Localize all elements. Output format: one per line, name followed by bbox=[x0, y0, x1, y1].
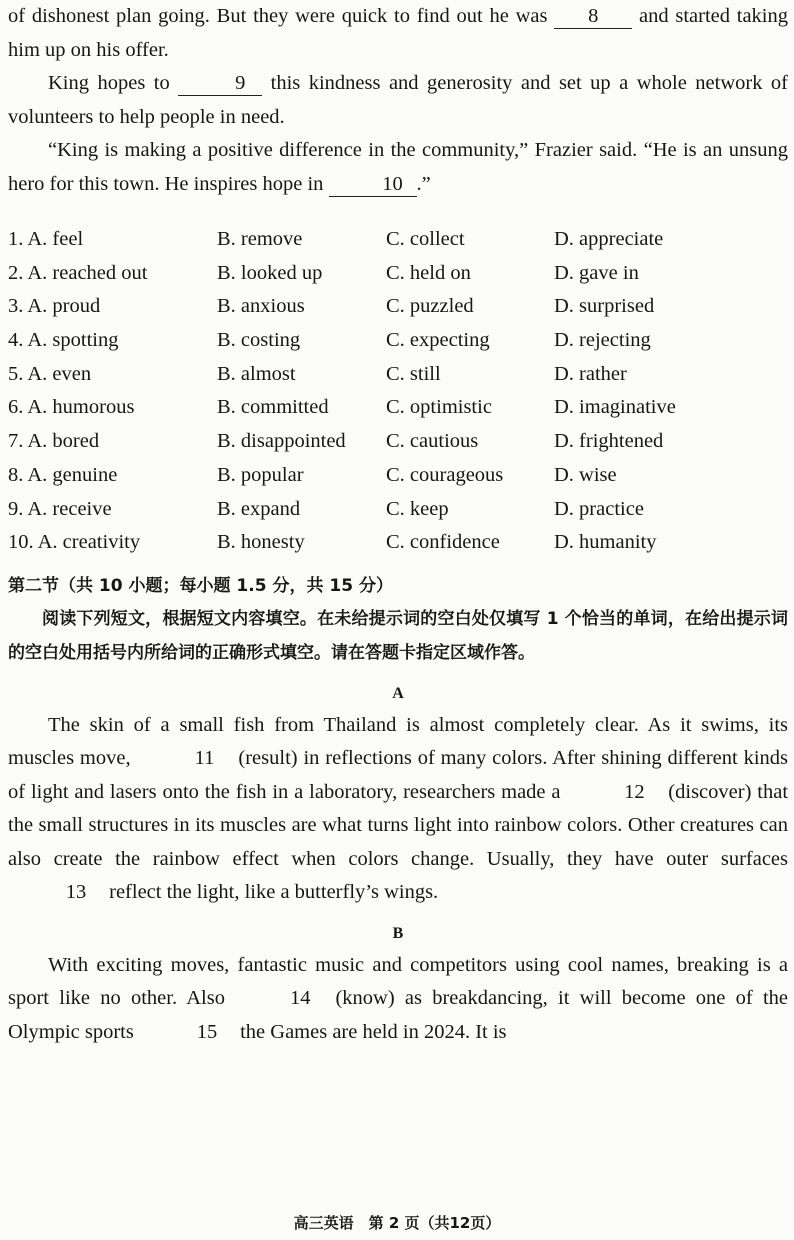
option-a: 4. A. spotting bbox=[8, 329, 119, 352]
text: (result) in reflections of many colors. After shining different kinds of light and lasers onto the fish in a laboratory, researchers made a bbox=[8, 747, 788, 803]
option-d: D. appreciate bbox=[554, 228, 664, 250]
section-2-instructions: 阅读下列短文，根据短文内容填空。在未给提示词的空白处仅填写 1 个恰当的单词，在给出提示词的空白处用括号内所给词的正确形式填空。请在答题卡指定区域作答。 bbox=[8, 608, 788, 663]
text: “King is making a positive difference in the community,” Frazier said. “He is an unsung hero for this town. He inspires hope in bbox=[8, 139, 788, 195]
option-c: C. still bbox=[386, 362, 441, 385]
option-b: B. expand bbox=[217, 497, 301, 520]
option-b: B. anxious bbox=[217, 295, 305, 318]
text: King hopes to bbox=[48, 72, 170, 94]
text: reflect the light, like a butterfly’s wings. bbox=[109, 881, 439, 904]
option-row-2 bbox=[8, 257, 788, 291]
text: (discover) that the small structures in its muscles are what turns light into rainbow colors. Other creatures can also create the rainbow effect when colors change. Usually, they have outer surfaces bbox=[8, 780, 789, 870]
option-row-7 bbox=[8, 425, 788, 459]
answer-options bbox=[8, 223, 788, 560]
option-b: B. remove bbox=[217, 228, 303, 250]
option-d: D. rather bbox=[554, 362, 627, 385]
option-a: 7. A. bored bbox=[8, 430, 100, 453]
blank-10: 10 bbox=[329, 172, 417, 197]
text: this kindness and generosity and set up a whole network of volunteers to help people in need. bbox=[8, 72, 789, 128]
passage-b-title: B bbox=[392, 924, 404, 942]
blank-13: 13 bbox=[65, 881, 87, 904]
option-row-6 bbox=[8, 391, 788, 425]
section-2-heading: 第二节（共 10 小题；每小题 1.5 分，共 15 分） bbox=[8, 575, 393, 596]
passage-a-text bbox=[8, 709, 788, 910]
option-c: C. cautious bbox=[386, 430, 479, 453]
option-row-8 bbox=[8, 459, 788, 493]
option-row-1 bbox=[8, 223, 788, 257]
blank-14: 14 bbox=[289, 987, 311, 1010]
text: .” bbox=[416, 172, 431, 195]
option-a: 3. A. proud bbox=[8, 295, 101, 318]
option-a: 5. A. even bbox=[8, 362, 92, 385]
option-d: D. frightened bbox=[554, 430, 664, 453]
option-c: C. confidence bbox=[386, 531, 500, 554]
passage-b-text bbox=[8, 949, 788, 1050]
text: of dishonest plan going. But they were quick to find out he was bbox=[8, 5, 548, 27]
option-d: D. practice bbox=[554, 497, 644, 520]
option-row-9 bbox=[8, 493, 788, 527]
option-b: B. costing bbox=[217, 329, 301, 352]
text: With exciting moves, fantastic music and competitors using cool names, breaking is a sport like no other. Also bbox=[8, 953, 788, 1010]
text: The skin of a small fish from Thailand is almost completely clear. As it swims, its muscles move, bbox=[8, 713, 788, 770]
passage-end-paragraph-3 bbox=[8, 134, 788, 201]
page-footer: 高三英语 第 2 页（共12页） bbox=[293, 1214, 501, 1232]
option-c: C. collect bbox=[386, 228, 465, 250]
option-c: C. puzzled bbox=[386, 295, 474, 318]
option-row-5 bbox=[8, 358, 788, 392]
option-d: D. wise bbox=[554, 463, 617, 486]
option-a: 2. A. reached out bbox=[8, 261, 148, 284]
text: the Games are held in 2024. It is bbox=[240, 1020, 507, 1043]
passage-end-paragraph-2 bbox=[8, 67, 788, 134]
option-d: D. rejecting bbox=[554, 329, 651, 352]
option-a: 8. A. genuine bbox=[8, 463, 118, 486]
option-b: B. committed bbox=[217, 396, 329, 419]
option-a: 6. A. humorous bbox=[8, 396, 135, 419]
exam-page bbox=[8, 0, 788, 1049]
option-a: 9. A. receive bbox=[8, 497, 112, 520]
option-b: B. looked up bbox=[217, 261, 323, 284]
option-d: D. surprised bbox=[554, 295, 655, 318]
option-c: C. courageous bbox=[386, 463, 504, 486]
option-d: D. imaginative bbox=[554, 396, 676, 419]
text: and started taking him up on his offer. bbox=[8, 5, 789, 61]
passage-a-title: A bbox=[392, 684, 404, 702]
option-b: B. almost bbox=[217, 362, 296, 385]
option-row-10 bbox=[8, 526, 788, 560]
option-c: C. expecting bbox=[386, 329, 490, 352]
option-b: B. popular bbox=[217, 463, 304, 486]
option-row-4 bbox=[8, 324, 788, 358]
option-d: D. humanity bbox=[554, 531, 657, 554]
blank-12: 12 bbox=[624, 780, 645, 803]
option-c: C. optimistic bbox=[386, 396, 492, 419]
blank-11: 11 bbox=[194, 747, 215, 770]
blank-15: 15 bbox=[196, 1020, 218, 1043]
option-b: B. disappointed bbox=[217, 430, 346, 453]
text: (know) as breakdancing, it will become one of the Olympic sports bbox=[8, 987, 789, 1043]
blank-8: 8 bbox=[554, 4, 632, 29]
option-c: C. held on bbox=[386, 261, 471, 284]
option-a: 10. A. creativity bbox=[8, 531, 141, 554]
passage-end-paragraph-1 bbox=[8, 0, 788, 67]
option-a: 1. A. feel bbox=[8, 228, 84, 250]
blank-9: 9 bbox=[178, 71, 262, 96]
option-row-3 bbox=[8, 290, 788, 324]
option-d: D. gave in bbox=[554, 261, 639, 284]
option-b: B. honesty bbox=[217, 531, 305, 554]
option-c: C. keep bbox=[386, 497, 449, 520]
